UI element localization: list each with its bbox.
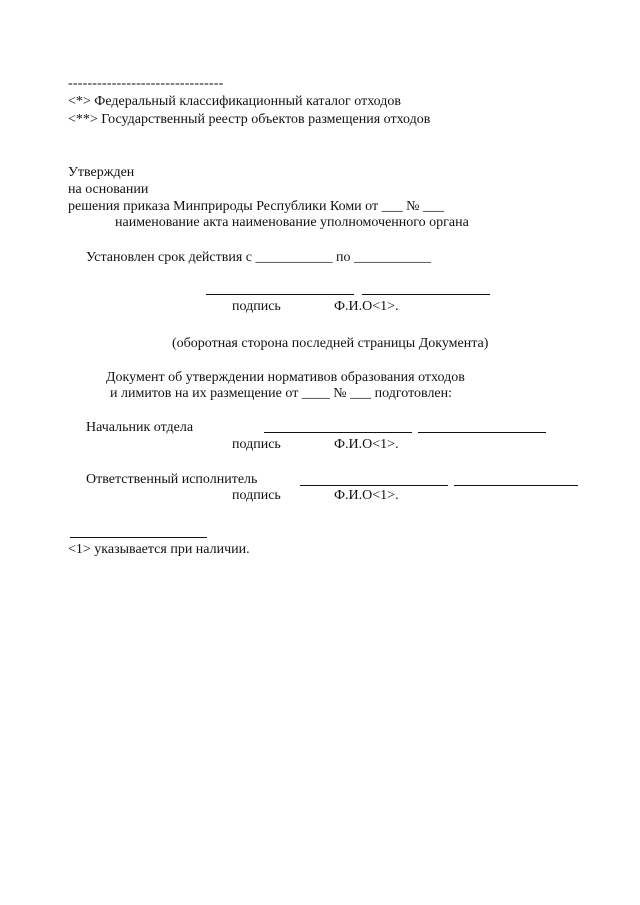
executor-fio-label: Ф.И.О<1>. bbox=[334, 488, 399, 503]
executor-fio-line bbox=[454, 485, 578, 486]
footer-note-separator bbox=[70, 537, 207, 538]
document-line-1: Документ об утверждении нормативов образования отходов bbox=[106, 370, 465, 385]
executor-label: Ответственный исполнитель bbox=[86, 472, 258, 487]
signature-line bbox=[206, 294, 354, 295]
department-head-label: Начальник отдела bbox=[86, 420, 194, 435]
approval-line-4: наименование акта наименование уполномоченного органа bbox=[115, 215, 469, 230]
footnote-separator: -------------------------------- bbox=[68, 76, 224, 91]
department-head-signature-line bbox=[264, 432, 412, 433]
validity-text: Установлен срок действия с ___________ по ___________ bbox=[86, 250, 431, 265]
reverse-side-caption: (оборотная сторона последней страницы Документа) bbox=[172, 336, 489, 351]
executor-signature-label: подпись bbox=[232, 488, 281, 503]
department-head-signature-label: подпись bbox=[232, 437, 281, 452]
footer-note: <1> указывается при наличии. bbox=[68, 542, 250, 557]
executor-signature-line bbox=[300, 485, 448, 486]
approval-line-2: на основании bbox=[68, 182, 149, 197]
department-head-fio-label: Ф.И.О<1>. bbox=[334, 437, 399, 452]
fio-line bbox=[362, 294, 490, 295]
fio-label: Ф.И.О<1>. bbox=[334, 299, 399, 314]
footnote-2: <**> Государственный реестр объектов размещения отходов bbox=[68, 112, 431, 127]
footnote-1: <*> Федеральный классификационный каталог отходов bbox=[68, 94, 401, 109]
document-line-2: и лимитов на их размещение от ____ № ___ подготовлен: bbox=[110, 386, 453, 401]
department-head-fio-line bbox=[418, 432, 546, 433]
signature-label: подпись bbox=[232, 299, 281, 314]
approval-line-1: Утвержден bbox=[68, 165, 135, 180]
approval-line-3: решения приказа Минприроды Республики Коми от ___ № ___ bbox=[68, 199, 444, 214]
